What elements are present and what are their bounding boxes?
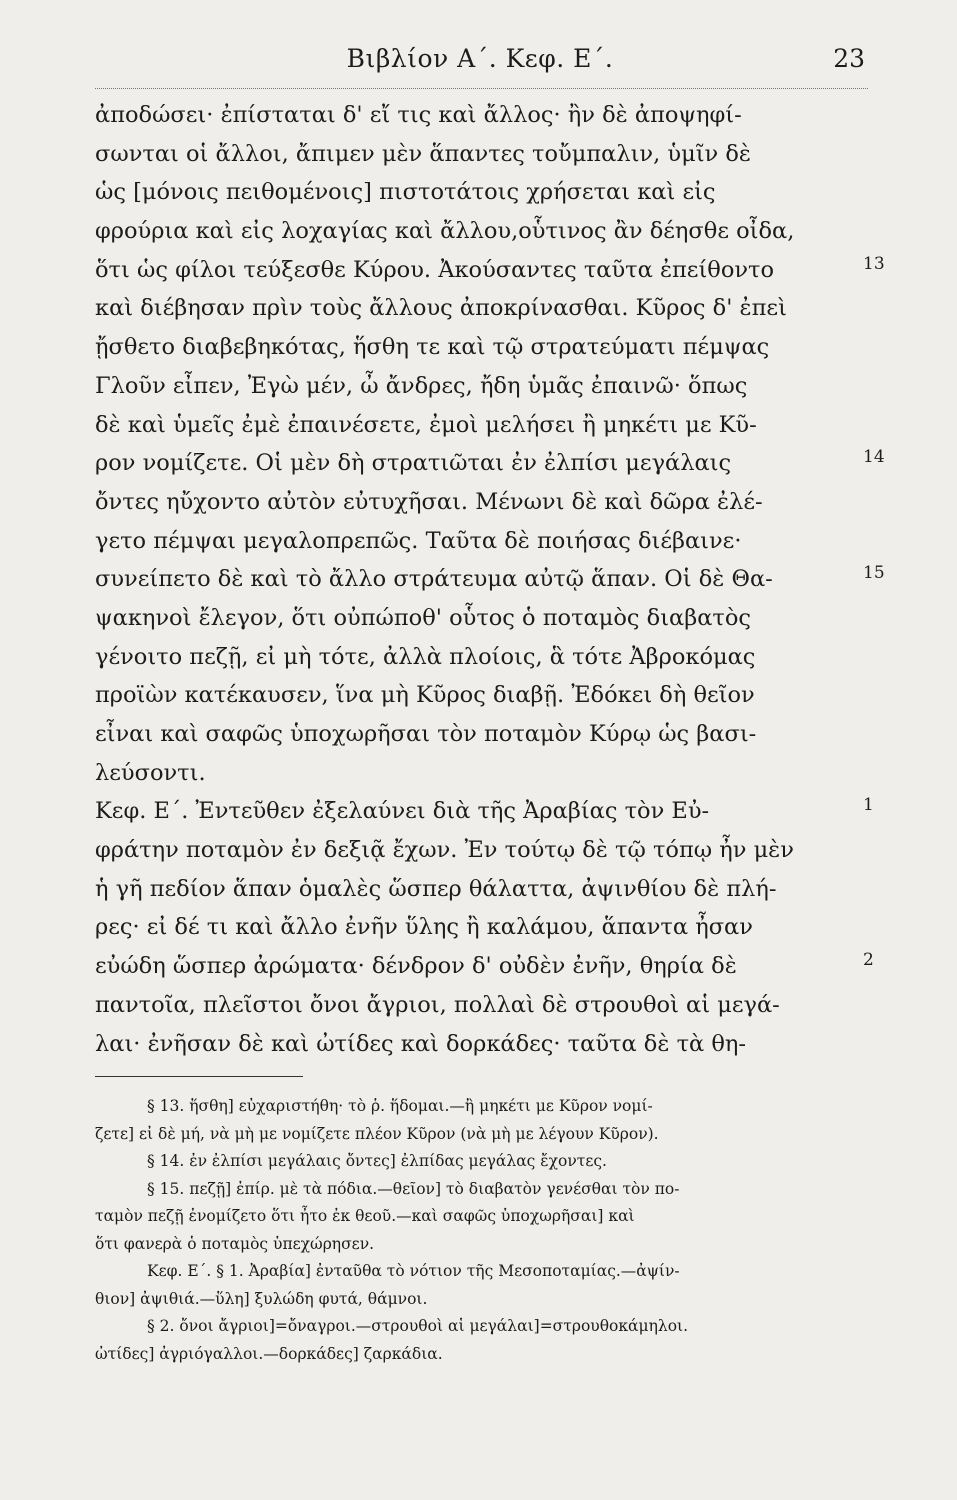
text-line-content: καὶ διέβησαν πρὶν τοὺς ἄλλους ἀποκρίνασθαι. Κῦρος δ' ἐπεὶ	[95, 295, 787, 322]
text-line	[95, 754, 855, 793]
text-line-content: γετο πέμψαι μεγαλοπρεπῶς. Ταῦτα δὲ ποιήσας διέβαινε·	[95, 527, 742, 554]
section-number: 15	[863, 563, 885, 584]
text-line	[95, 638, 855, 677]
text-line	[95, 173, 855, 212]
footnote-line-content: θιον] ἀψιθιά.—ὕλη] ξυλώδη φυτά, θάμνοι.	[95, 1289, 428, 1308]
footnote-line	[95, 1093, 865, 1121]
footnote-line	[95, 1313, 865, 1341]
text-line-content: Κεφ. Ε΄. Ἐντεῦθεν ἐξελαύνει διὰ τῆς Ἀραβίας τὸν Εὐ-	[95, 798, 710, 825]
text-line	[95, 212, 855, 251]
section-number: 1	[863, 795, 874, 816]
footnote-line-content: Κεφ. Ε΄. § 1. Ἀραβία] ἐνταῦθα τὸ νότιον τῆς Μεσοποταμίας.—ἀψίν-	[147, 1262, 680, 1280]
footnote-line	[95, 1286, 865, 1314]
footnote-line	[95, 1203, 865, 1231]
text-line	[95, 483, 855, 522]
text-line	[95, 367, 855, 406]
text-line-content: γένοιτο πεζῇ, εἰ μὴ τότε, ἀλλὰ πλοίοις, ἃ τότε Ἀβροκόμας	[95, 643, 756, 670]
text-line	[95, 289, 855, 328]
text-line-content: ἡ γῆ πεδίον ἅπαν ὁμαλὲς ὥσπερ θάλαττα, ἀψινθίου δὲ πλή-	[95, 875, 777, 902]
text-line-content: Γλοῦν εἶπεν, Ἐγὼ μέν, ὦ ἄνδρες, ἤδη ὑμᾶς ἐπαινῶ· ὅπως	[95, 372, 748, 399]
text-line	[95, 560, 885, 599]
main-text	[95, 96, 885, 1063]
text-line	[95, 715, 855, 754]
section-number: 13	[863, 253, 885, 274]
footnote-line-content: § 2. ὄνοι ἄγριοι]=ὄναγροι.—στρουθοὶ αἱ μεγάλαι]=στρουθοκάμηλοι.	[147, 1317, 689, 1335]
text-line-content: λεύσοντι.	[95, 759, 206, 786]
text-line-content: ᾔσθετο διαβεβηκότας, ἥσθη τε καὶ τῷ στρατεύματι πέμψας	[95, 334, 770, 361]
footnote-line-content: ταμὸν πεζῇ ἐνομίζετο ὅτι ἦτο ἐκ θεοῦ.—καὶ σαφῶς ὑποχωρῆσαι] καὶ	[95, 1207, 635, 1225]
text-line-content: συνείπετο δὲ καὶ τὸ ἄλλο στράτευμα αὐτῷ ἅπαν. Οἱ δὲ Θα-	[95, 566, 773, 593]
footnotes	[95, 1093, 865, 1368]
section-number: 14	[863, 447, 885, 468]
text-line	[95, 135, 855, 174]
running-header	[95, 44, 865, 78]
footnote-line-content: ζετε] εἰ δὲ μή, νὰ μὴ με νομίζετε πλέον Κῦρον (νὰ μὴ με λέγουν Κῦρον).	[95, 1124, 659, 1143]
footnote-line	[95, 1148, 865, 1176]
footnote-line-content: ὅτι φανερὰ ὁ ποταμὸς ὑπεχώρησεν.	[95, 1234, 375, 1253]
text-line-content: ἀποδώσει· ἐπίσταται δ' εἴ τις καὶ ἄλλος· ἢν δὲ ἀποψηφί-	[95, 102, 742, 128]
text-line-content: ρον νομίζετε. Οἱ μὲν δὴ στρατιῶται ἐν ἐλπίσι μεγάλαις	[95, 450, 732, 477]
text-line	[95, 870, 855, 909]
text-line-content: ψακηνοὶ ἔλεγον, ὅτι οὐπώποθ' οὗτος ὁ ποταμὸς διαβατὸς	[95, 604, 752, 631]
text-line	[95, 328, 855, 367]
footnote-line	[95, 1341, 865, 1369]
text-line	[95, 831, 855, 870]
text-line	[95, 676, 855, 715]
text-line	[95, 444, 885, 483]
running-title: Βιβλίον Α΄. Κεφ. Ε΄.	[346, 44, 614, 73]
text-line-content: σωνται οἱ ἄλλοι, ἄπιμεν μὲν ἅπαντες τοὔμπαλιν, ὑμῖν δὲ	[95, 140, 751, 167]
footnote-line-content: § 13. ἥσθη] εὐχαριστήθη· τὸ ῥ. ἥδομαι.—ἢ μηκέτι με Κῦρον νομί-	[147, 1097, 653, 1115]
text-line-content: φρούρια καὶ εἰς λοχαγίας καὶ ἄλλου,οὗτινος ἂν δέησθε οἶδα,	[95, 218, 795, 245]
text-line-content: ὅτι ὡς φίλοι τεύξεσθε Κύρου. Ἀκούσαντες ταῦτα ἐπείθοντο	[95, 256, 775, 283]
text-line-content: παντοῖα, πλεῖστοι ὄνοι ἄγριοι, πολλαὶ δὲ στρουθοὶ αἱ μεγά-	[95, 991, 780, 1018]
text-line	[95, 908, 855, 947]
text-line	[95, 792, 874, 831]
footnote-line-content: § 14. ἐν ἐλπίσι μεγάλαις ὄντες] ἐλπίδας μεγάλας ἔχοντες.	[147, 1152, 607, 1170]
footnote-line	[95, 1258, 865, 1286]
text-line-content: ὡς [μόνοις πειθομένοις] πιστοτάτοις χρήσεται καὶ εἰς	[95, 179, 716, 206]
footnote-line-content: § 15. πεζῇ] ἐπίρ. μὲ τὰ πόδια.—θεῖον] τὸ διαβατὸν γενέσθαι τὸν πο-	[147, 1179, 680, 1198]
text-line-content: εὐώδη ὥσπερ ἀρώματα· δένδρον δ' οὐδὲν ἐνῆν, θηρία δὲ	[95, 953, 737, 980]
section-number: 2	[863, 950, 874, 971]
text-line-content: εἶναι καὶ σαφῶς ὑποχωρῆσαι τὸν ποταμὸν Κύρῳ ὡς βασι-	[95, 721, 757, 747]
text-line	[95, 522, 855, 561]
footnote-line	[95, 1231, 865, 1259]
text-line	[95, 251, 885, 290]
text-line-content: ρες· εἰ δέ τι καὶ ἄλλο ἐνῆν ὕλης ἢ καλάμου, ἅπαντα ἦσαν	[95, 914, 753, 941]
text-line	[95, 406, 855, 445]
text-line-content: φράτην ποταμὸν ἐν δεξιᾷ ἔχων. Ἐν τούτῳ δὲ τῷ τόπῳ ἦν μὲν	[95, 837, 794, 864]
text-line	[95, 1025, 855, 1064]
text-line	[95, 986, 855, 1025]
text-line	[95, 96, 855, 135]
page-number: 23	[833, 44, 865, 73]
text-line-content: προϊὼν κατέκαυσεν, ἵνα μὴ Κῦρος διαβῇ. Ἐδόκει δὴ θεῖον	[95, 682, 755, 709]
text-line	[95, 947, 874, 986]
footnote-line	[95, 1121, 865, 1149]
footnote-line-content: ὠτίδες] ἀγριόγαλλοι.—δορκάδες] ζαρκάδια.	[95, 1344, 443, 1363]
text-line-content: λαι· ἐνῆσαν δὲ καὶ ὠτίδες καὶ δορκάδες· ταῦτα δὲ τὰ θη-	[95, 1030, 746, 1057]
text-line-content: δὲ καὶ ὑμεῖς ἐμὲ ἐπαινέσετε, ἐμοὶ μελήσει ἢ μηκέτι με Κῦ-	[95, 411, 757, 438]
text-line-content: ὄντες ηὔχοντο αὐτὸν εὐτυχῆσαι. Μένωνι δὲ καὶ δῶρα ἐλέ-	[95, 488, 763, 515]
footnote-line	[95, 1176, 865, 1204]
footnote-rule	[95, 1076, 303, 1077]
text-line	[95, 599, 855, 638]
header-rule	[95, 88, 868, 89]
